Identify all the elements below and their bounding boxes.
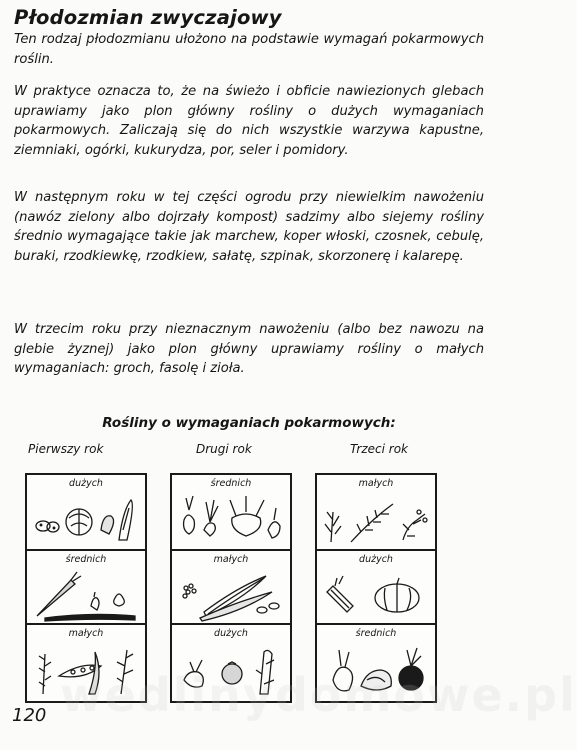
- watermark: wedlinydomowe.pl: [60, 668, 577, 722]
- cell-label: małych: [68, 628, 104, 639]
- cell-label: dużych: [69, 478, 103, 489]
- paragraph-first-year: W praktyce oznacza to, że na świeżo i obficie nawiezionych glebach uprawiamy jako plon główny rośliny o dużych wymaganiach pokarmowych. Zaliczają się do nich wszystkie warzywa kapustne, ziemniaki, ogórki, kukurydza, por, seler i pomidory.: [14, 84, 484, 159]
- year-label-third: Trzeci rok: [350, 442, 408, 456]
- medium-feeders-illustration: [31, 566, 141, 622]
- cell-label: dużych: [359, 554, 393, 565]
- page-number: 120: [12, 705, 47, 726]
- heavy-feeders-illustration: [321, 566, 431, 622]
- rotation-cell: [27, 549, 145, 625]
- paragraph-intro: Ten rodzaj płodozmianu ułożono na podstawie wymagań pokarmowych roślin.: [14, 32, 484, 67]
- light-feeders-illustration: [176, 566, 286, 622]
- paragraph-second-year: W następnym roku w tej części ogrodu przy niewielkim nawożeniu (nawóz zielony albo dojrzały kompost) sadzimy albo siejemy rośliny średnio wymagające takie jak marchew, koper włoski, czosnek, cebulę, buraki, rzodkiewkę, rzodkiew, sałatę, szpinak, skorzonerę i kalarepę.: [14, 190, 484, 265]
- cell-label: dużych: [214, 628, 248, 639]
- medium-feeders-illustration: [176, 490, 286, 546]
- cell-label: średnich: [65, 554, 107, 565]
- figure-title: Rośliny o wymaganiach pokarmowych:: [102, 415, 396, 431]
- cell-label: małych: [213, 554, 249, 565]
- rotation-cell: [172, 475, 290, 549]
- cell-label: średnich: [210, 478, 252, 489]
- rotation-cell: [317, 549, 435, 625]
- rotation-cell: [317, 475, 435, 549]
- heavy-feeders-illustration: [31, 490, 141, 546]
- rotation-cell: [172, 549, 290, 625]
- light-feeders-illustration: [321, 490, 431, 546]
- year-label-first: Pierwszy rok: [28, 442, 104, 456]
- rotation-cell: [27, 475, 145, 549]
- cell-label: małych: [358, 478, 394, 489]
- cell-label: średnich: [355, 628, 397, 639]
- page-title: Płodozmian zwyczajowy: [14, 6, 282, 29]
- paragraph-third-year: W trzecim roku przy nieznacznym nawożeniu (albo bez nawozu na glebie żyznej) jako plon główny uprawiamy rośliny o małych wymaganiach: groch, fasolę i zioła.: [14, 322, 484, 377]
- year-label-second: Drugi rok: [196, 442, 252, 456]
